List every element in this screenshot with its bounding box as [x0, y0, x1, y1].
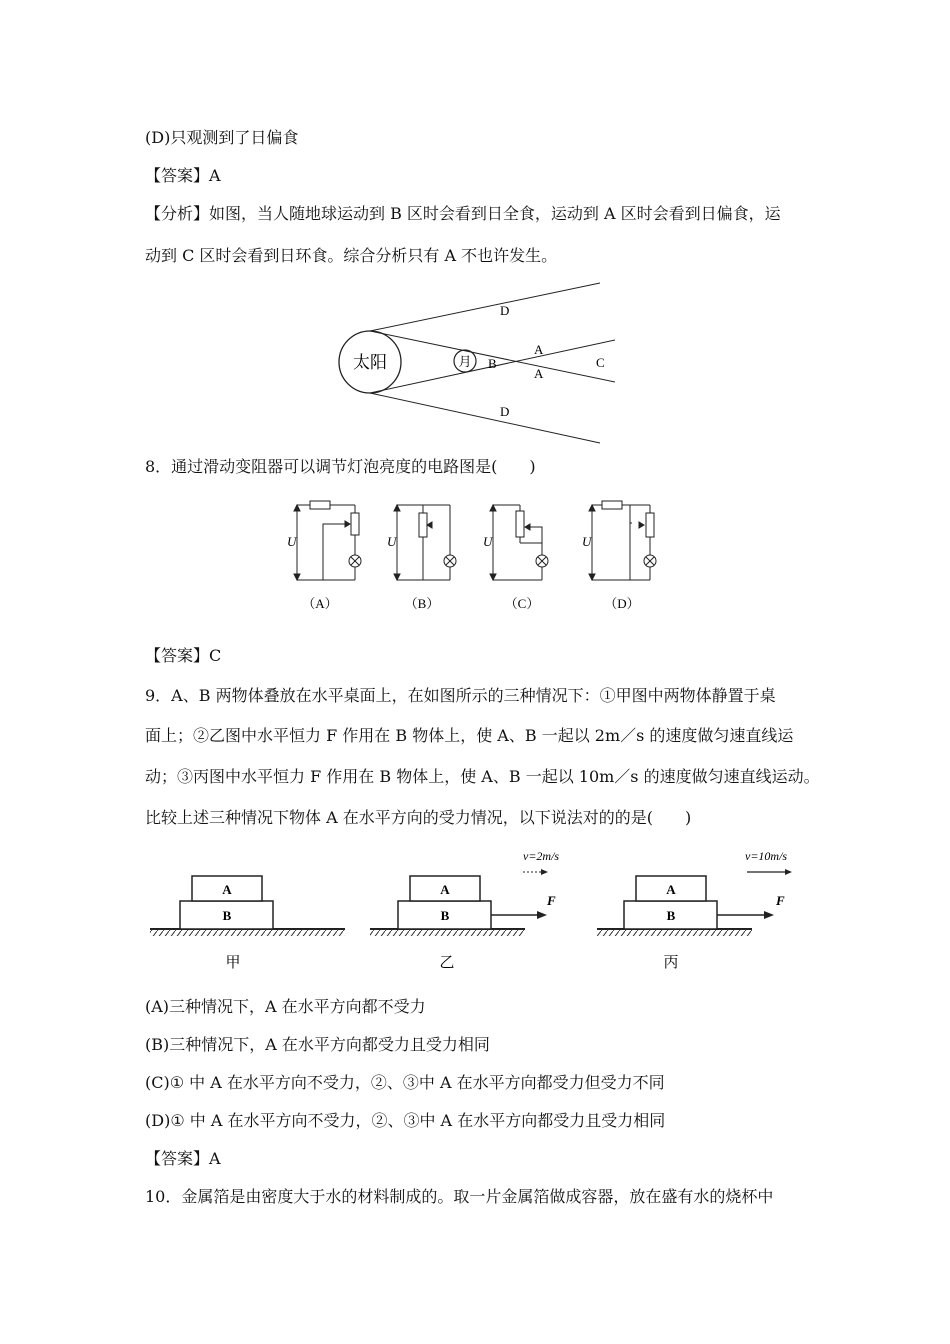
region-d-top-label: D [500, 303, 510, 318]
q9-stem-line-2: 面上；②乙图中水平恒力 F 作用在 B 物体上，使 A、B 一起以 2m／s 的速度做匀速直线运 [145, 726, 794, 745]
bing-label-a: A [666, 882, 676, 897]
moon-label: 月 [458, 354, 472, 369]
region-c-label: C [596, 355, 605, 370]
yi-force-label: F [547, 893, 556, 908]
q10-stem-line-1: 10．金属箔是由密度大于水的材料制成的。取一片金属箔做成容器，放在盛有水的烧杯中 [145, 1187, 774, 1206]
circuit-b [394, 505, 450, 580]
q9-option-d: (D)① 中 A 在水平方向不受力，②、③中 A 在水平方向都受力且受力相同 [145, 1111, 666, 1130]
bing-label-b: B [666, 908, 676, 923]
circuit-c-voltage: U [483, 534, 493, 549]
circuit-b-lamp [444, 555, 456, 567]
circuit-a-lamp [349, 555, 361, 567]
q9-blocks-figure [145, 843, 815, 978]
circuit-a-caption: （A） [302, 596, 338, 611]
q9-answer: 【答案】A [145, 1149, 221, 1168]
circuit-d-voltage: U [582, 534, 592, 549]
sun-label: 太阳 [353, 353, 387, 372]
eclipse-diagram [330, 278, 615, 448]
q9-option-c: (C)① 中 A 在水平方向不受力，②、③中 A 在水平方向都受力但受力不同 [145, 1073, 665, 1092]
jia-caption: 甲 [225, 955, 241, 971]
region-a-top-label: A [534, 342, 544, 357]
q9-stem-line-3: 动；③丙图中水平恒力 F 作用在 B 物体上，使 A、B 一起以 10m／s 的速度做匀速直线运动。 [145, 767, 820, 786]
circuit-d-caption: （D） [604, 596, 640, 611]
q8-stem: 8．通过滑动变阻器可以调节灯泡亮度的电路图是( ) [145, 457, 536, 476]
case-bing [597, 849, 792, 971]
region-d-bottom-label: D [500, 404, 510, 419]
circuit-b-caption: （B） [404, 596, 440, 611]
circuit-c-caption: （C） [504, 596, 540, 611]
bing-velocity: v=10m/s [745, 849, 788, 863]
ray-outer-top [370, 283, 600, 331]
q9-stem-line-1: 9．A、B 两物体叠放在水平桌面上，在如图所示的三种情况下：①甲图中两物体静置于桌 [145, 686, 776, 705]
case-yi [370, 849, 559, 971]
q7-option-d: (D)只观测到了日偏食 [145, 128, 299, 147]
q9-option-a: (A)三种情况下，A 在水平方向都不受力 [145, 997, 426, 1016]
q8-circuit-figure [280, 493, 670, 618]
q7-answer: 【答案】A [145, 166, 221, 185]
yi-label-b: B [440, 908, 450, 923]
yi-label-a: A [440, 882, 450, 897]
circuit-a-voltage: U [287, 534, 297, 549]
circuit-d-lamp [644, 555, 656, 567]
ray-outer-bottom [370, 393, 600, 443]
q8-answer: 【答案】C [145, 646, 222, 665]
bing-force-label: F [776, 893, 785, 908]
circuit-c [490, 505, 542, 580]
q7-analysis-line-2: 动到 C 区时会看到日环食。综合分析只有 A 不也许发生。 [145, 246, 558, 265]
bing-caption: 丙 [663, 955, 679, 971]
circuit-c-lamp [536, 555, 548, 567]
jia-label-b: B [222, 908, 232, 923]
yi-velocity: v=2m/s [523, 849, 560, 863]
q9-stem-line-4: 比较上述三种情况下物体 A 在水平方向的受力情况，以下说法对的的是( ) [145, 808, 692, 827]
case-jia [150, 876, 345, 971]
q7-analysis-line-1: 【分析】如图，当人随地球运动到 B 区时会看到日全食，运动到 A 区时会看到日偏食，运 [145, 204, 781, 223]
region-b-label: B [488, 356, 497, 371]
jia-label-a: A [222, 882, 232, 897]
yi-caption: 乙 [439, 955, 455, 971]
circuit-a [294, 501, 359, 580]
q9-option-b: (B)三种情况下，A 在水平方向都受力且受力相同 [145, 1035, 490, 1054]
circuit-d [589, 501, 654, 580]
circuit-b-voltage: U [387, 534, 397, 549]
region-a-bottom-label: A [534, 366, 544, 381]
